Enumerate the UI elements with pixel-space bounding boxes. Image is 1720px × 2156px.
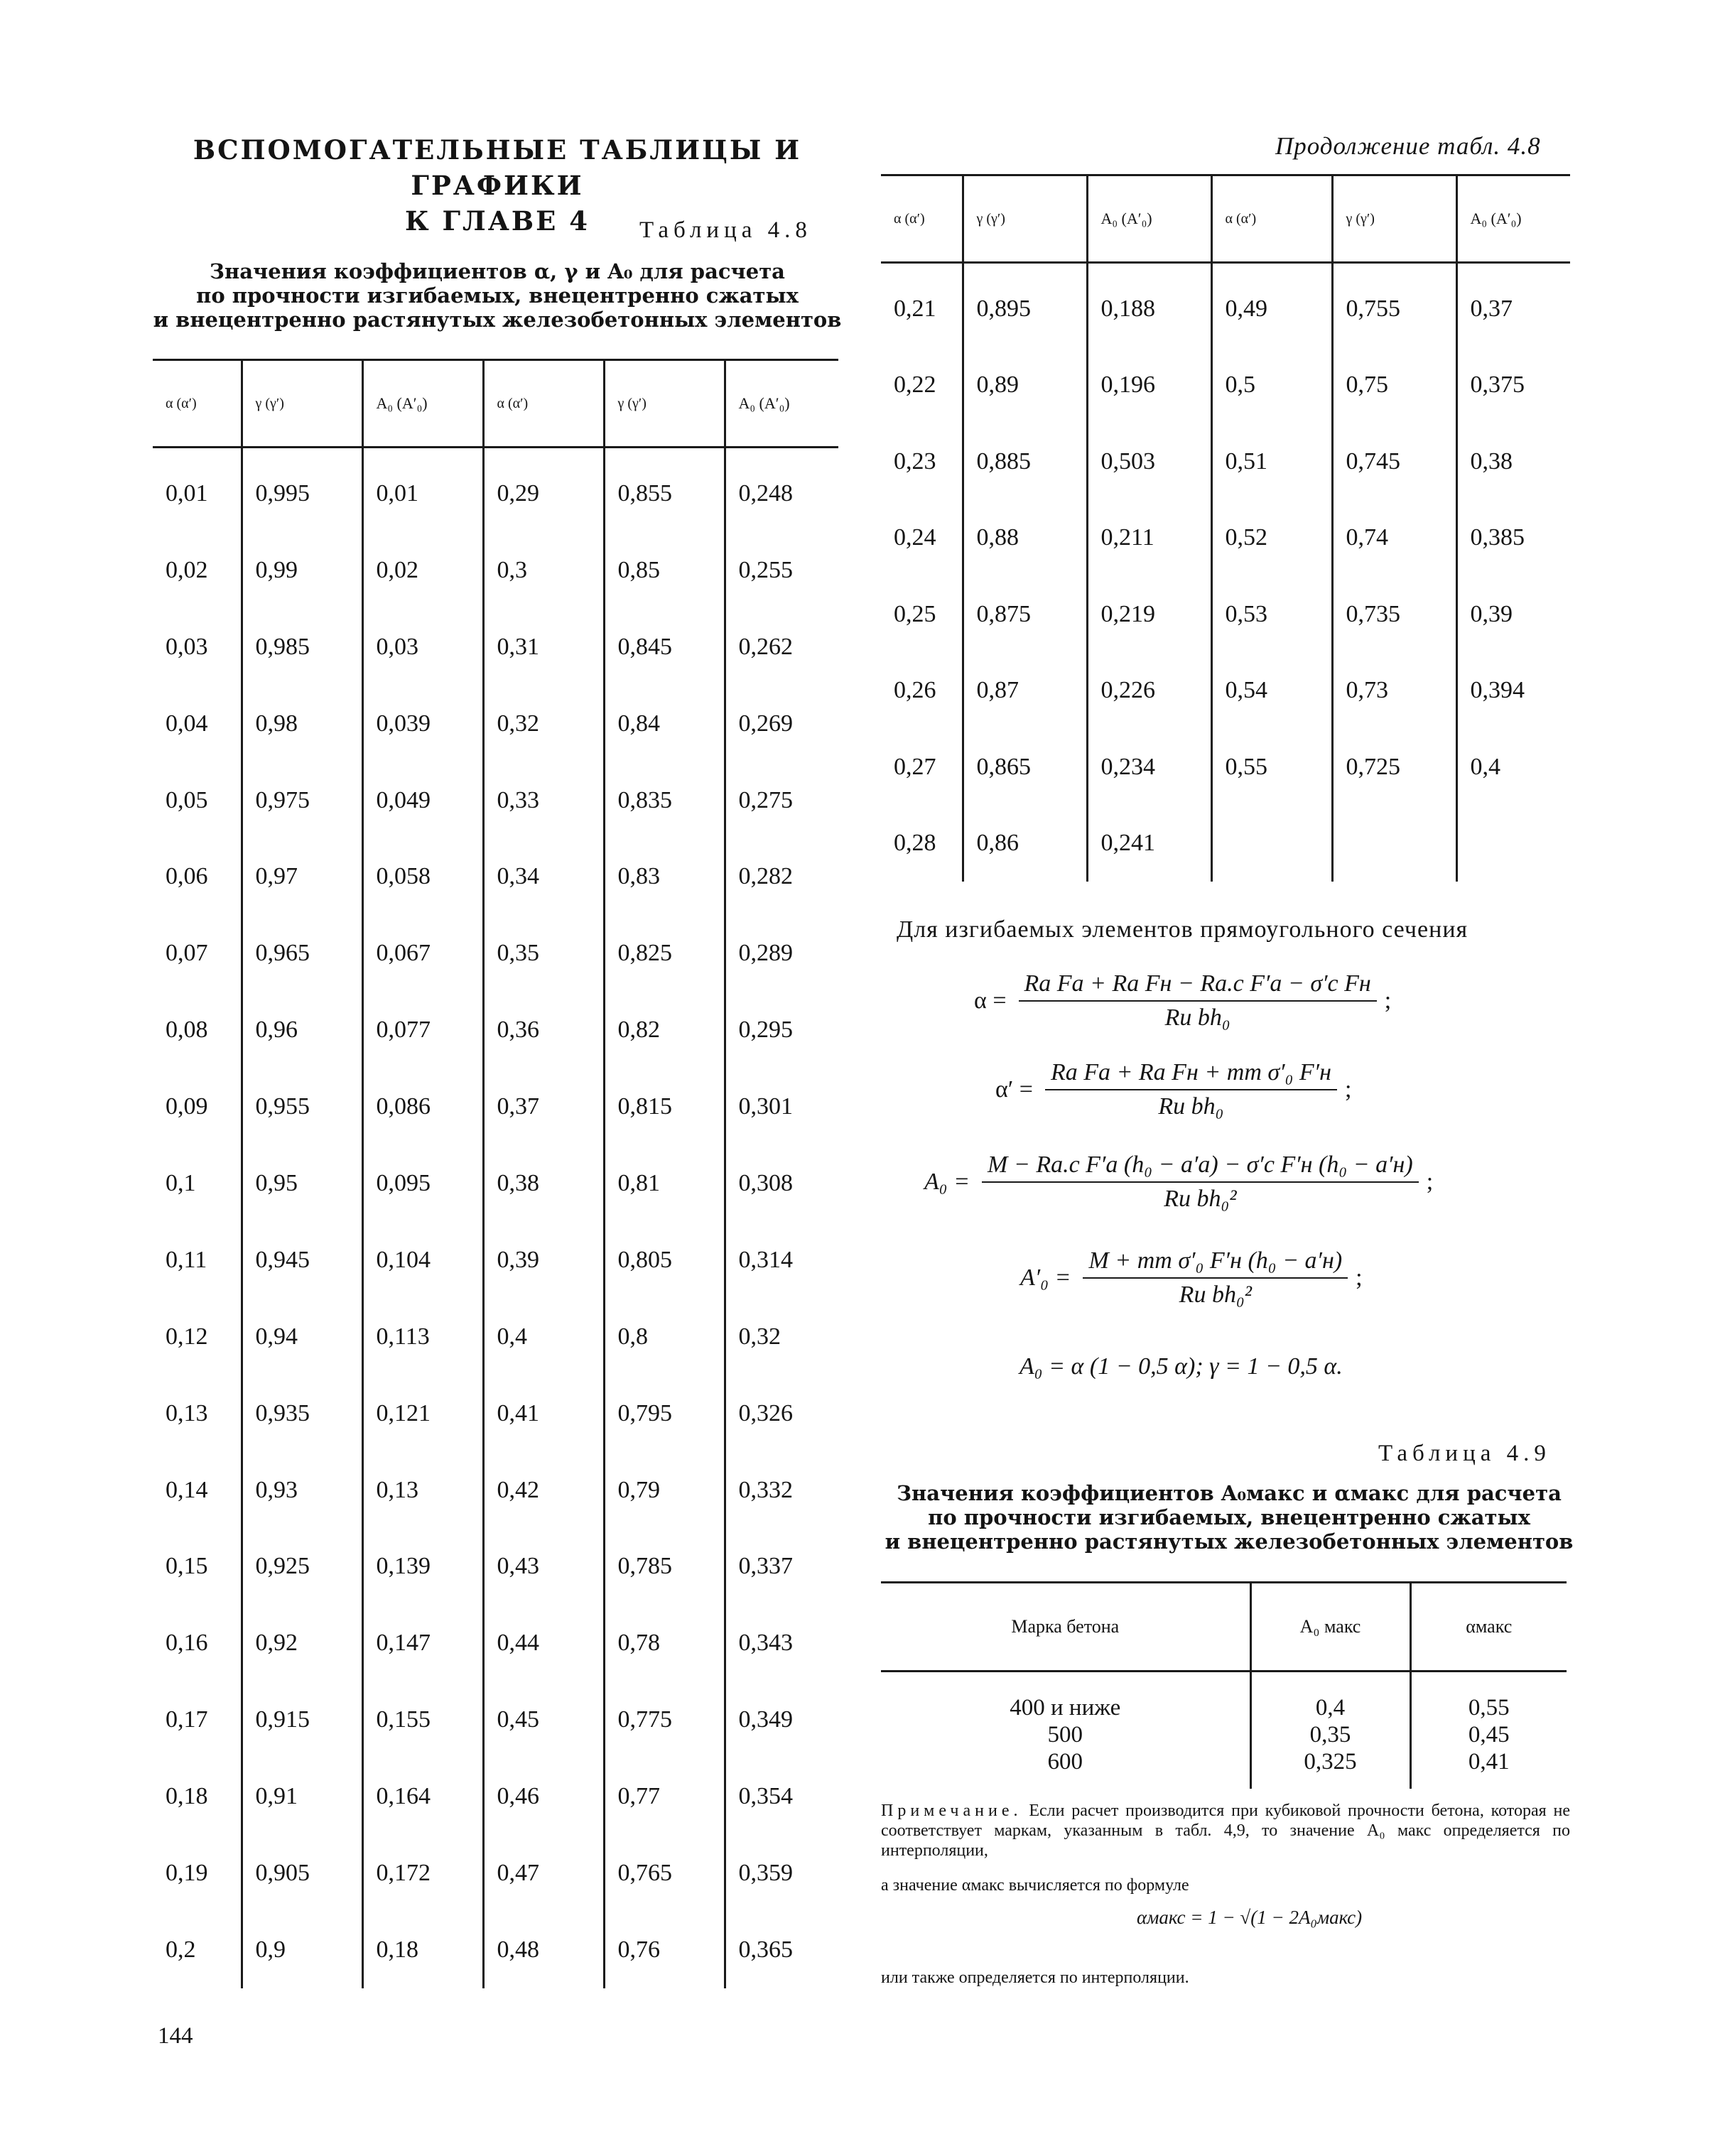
column-header: γ (γ′) [963,175,1087,263]
table-cell: 0,262 [725,609,838,686]
table-row [881,500,1570,577]
table-cell: 0,38 [483,1145,604,1222]
table-cell: 0,38 [1456,423,1570,500]
column-header: Марка бетона [881,1583,1250,1672]
table-cell: 0,41 [483,1375,604,1452]
table-cell: 0,095 [362,1145,483,1222]
table-cell: 0,375 [1456,347,1570,424]
table-row [153,1528,838,1605]
table-cell: 0,725 [1332,729,1456,806]
table-cell: 0,9 [242,1912,362,1988]
table-cell: 0,08 [166,1017,208,1044]
table-cell: 0,89 [963,347,1087,424]
table-cell: 0,935 [242,1375,362,1452]
table-header-row [881,1583,1567,1672]
table-cell: 0,164 [362,1758,483,1835]
formula-denominator: Rи bh₀² [1179,1282,1252,1308]
table-cell: 0,755 [1332,271,1456,347]
table-cell: 0,41 [1410,1748,1567,1789]
table-cell: 0,19 [166,1859,208,1886]
table-cell: 0,78 [604,1605,725,1681]
table-cell: 0,39 [483,1222,604,1299]
note-label: Примечание. [881,1802,1022,1820]
continuation-title: Продолжение табл. 4.8 [1275,132,1541,160]
table-cell: 0,51 [1211,423,1332,500]
table-row [153,532,838,609]
table-row [881,576,1570,653]
table-cell: 0,835 [604,762,725,839]
table-cell: 0,308 [725,1145,838,1222]
heading-line-1: ВСПОМОГАТЕЛЬНЫЕ ТАБЛИЦЫ И ГРАФИКИ [193,134,802,201]
table-cell [1211,806,1332,882]
note-text-3: или также определяется по интерполяции. [881,1968,1189,1987]
table-4-8 [153,359,838,1988]
table-cell: 0,275 [725,762,838,839]
table-cell: 0,805 [604,1222,725,1299]
table-row [153,1835,838,1912]
table-cell: 0,91 [242,1758,362,1835]
table-cell: 0,147 [362,1605,483,1681]
table-row [153,992,838,1068]
table-cell: 0,76 [604,1912,725,1988]
table-row [881,653,1570,730]
table-cell: 0,365 [725,1912,838,1988]
table-cell: 0,32 [725,1299,838,1375]
caption-line: Значения коэффициентов A₀макс и αмакс для расчета [897,1481,1562,1505]
table-cell: 400 и ниже [1010,1695,1121,1721]
table-cell: 0,35 [1250,1721,1410,1748]
table-cell: 0,354 [725,1758,838,1835]
caption-line: Значения коэффициентов α, γ и A₀ для расчета [210,259,785,283]
table-4-9-caption [877,1481,1581,1554]
table-cell: 0,895 [963,271,1087,347]
formula-separator: ; [1344,1076,1352,1103]
table-cell: 0,22 [894,372,936,399]
table-cell: 0,226 [1087,653,1211,730]
table-cell: 0,248 [725,455,838,532]
table-row [153,838,838,915]
page-number: 144 [158,2023,193,2049]
formula-alpha-prime [995,1058,1456,1121]
table-row [153,1375,838,1452]
table-cell: 0,45 [1410,1721,1567,1748]
table-cell: 0,36 [483,992,604,1068]
table-cell: 0,37 [483,1068,604,1145]
table-cell: 0,086 [362,1068,483,1145]
table-cell: 0,44 [483,1605,604,1681]
table-cell: 0,18 [166,1783,208,1810]
column-header: α (α′) [153,360,242,448]
table-cell: 0,945 [242,1222,362,1299]
table-cell: 0,049 [362,762,483,839]
formula-numerator: Rа Fа + Rа Fн + mт σ′₀ F′н [1045,1059,1337,1090]
table-cell: 0,385 [1456,500,1570,577]
table-cell: 0,84 [604,686,725,762]
table-cell: 0,29 [483,455,604,532]
table-cell: 0,47 [483,1835,604,1912]
table-cell: 0,975 [242,762,362,839]
table-cell: 0,13 [166,1399,208,1426]
table-row [881,729,1570,806]
table-row [881,806,1570,882]
table-cell: 0,98 [242,686,362,762]
table-cell: 0,1 [166,1169,196,1196]
formula-numerator: M − Rа.с F′а (h₀ − a′а) − σ′с F′н (h₀ − a′н) [982,1152,1419,1183]
table-cell: 0,27 [894,753,936,780]
table-cell: 0,49 [1211,271,1332,347]
table-cell: 0,88 [963,500,1087,577]
table-cell: 0,13 [362,1452,483,1529]
table-cell: 0,905 [242,1835,362,1912]
table-cell: 0,241 [1087,806,1211,882]
table-cell: 0,14 [166,1476,208,1503]
table-cell: 0,43 [483,1528,604,1605]
note-formula: αмакс = 1 − √(1 − 2A₀макс) [1137,1907,1363,1928]
table-cell: 0,925 [242,1528,362,1605]
table-cell: 0,965 [242,915,362,992]
table-cell: 0,17 [166,1706,208,1733]
table-cell: 0,735 [1332,576,1456,653]
table-cell: 0,05 [166,786,208,813]
table-cell: 0,35 [483,915,604,992]
column-header: γ (γ′) [604,360,725,448]
table-cell: 500 [1047,1722,1083,1748]
column-header: α (α′) [1211,175,1332,263]
table-row [153,1912,838,1988]
table-cell: 0,139 [362,1528,483,1605]
formula-lhs: A′₀ = [1020,1264,1071,1291]
table-cell: 0,03 [166,633,208,660]
table-cell: 0,394 [1456,653,1570,730]
table-cell: 0,26 [894,677,936,704]
table-cell: 0,325 [1250,1748,1410,1789]
column-header: γ (γ′) [242,360,362,448]
table-cell: 0,332 [725,1452,838,1529]
table-cell: 0,785 [604,1528,725,1605]
formula-a0-prime [1019,1247,1446,1309]
table-cell: 0,25 [894,600,936,627]
table-cell: 0,93 [242,1452,362,1529]
table-cell: 0,359 [725,1835,838,1912]
formula-denominator: Rи bh₀ [1164,1004,1230,1031]
table-cell: 0,54 [1211,653,1332,730]
table-row [881,1672,1567,1722]
table-row [153,455,838,532]
table-cell: 0,79 [604,1452,725,1529]
table-cell: 0,255 [725,532,838,609]
table-cell: 0,955 [242,1068,362,1145]
table-cell: 0,03 [362,609,483,686]
table-row [881,347,1570,424]
formula-lhs: α = [974,987,1007,1014]
table-row [153,915,838,992]
column-header: γ (γ′) [1332,175,1456,263]
table-cell: 0,55 [1410,1672,1567,1722]
table-cell: 0,825 [604,915,725,992]
table-row [881,423,1570,500]
formula-a0 [924,1151,1549,1213]
table-cell: 0,282 [725,838,838,915]
table-cell: 0,289 [725,915,838,992]
table-cell: 0,46 [483,1758,604,1835]
table-cell [1332,806,1456,882]
formula-denominator: Rи bh₀ [1158,1093,1224,1120]
table-cell: 0,45 [483,1681,604,1758]
table-cell: 0,875 [963,576,1087,653]
column-header: A₀ (A′₀) [1456,175,1570,263]
table-4-9-note [881,1801,1570,1860]
table-cell: 0,15 [166,1553,208,1580]
table-cell: 0,234 [1087,729,1211,806]
table-cell: 0,28 [894,830,936,857]
table-row [153,1452,838,1529]
table-4-8-caption [142,259,853,332]
formula-final: A₀ = α (1 − 0,5 α); γ = 1 − 0,5 α. [1019,1353,1343,1380]
column-header: α (α′) [483,360,604,448]
table-cell: 0,34 [483,838,604,915]
table-cell: 0,32 [483,686,604,762]
table-row [153,1145,838,1222]
caption-line: и внецентренно растянутых железобетонных элементов [885,1529,1574,1554]
table-row [881,271,1570,347]
table-cell: 0,83 [604,838,725,915]
table-cell: 0,188 [1087,271,1211,347]
table-cell: 0,8 [604,1299,725,1375]
table-cell: 0,775 [604,1681,725,1758]
table-cell: 0,01 [362,455,483,532]
column-header: A₀ (A′₀) [725,360,838,448]
table-cell: 0,4 [1456,729,1570,806]
table-header-row [881,175,1570,263]
table-cell: 0,885 [963,423,1087,500]
table-cell: 0,73 [1332,653,1456,730]
column-header: A₀ (A′₀) [1087,175,1211,263]
table-row [153,1605,838,1681]
table-cell: 0,058 [362,838,483,915]
table-cell: 0,269 [725,686,838,762]
table-row [153,686,838,762]
table-cell: 0,75 [1332,347,1456,424]
table-cell: 0,23 [894,448,936,475]
table-cell: 0,02 [362,532,483,609]
table-cell: 0,5 [1211,347,1332,424]
table-cell: 0,349 [725,1681,838,1758]
table-cell: 0,81 [604,1145,725,1222]
formula-numerator: Rа Fа + Rа Fн − Rа.с F′а − σ′с Fн [1019,970,1377,1002]
formula-separator: ; [1356,1264,1363,1291]
table-cell: 0,343 [725,1605,838,1681]
table-cell: 0,16 [166,1630,208,1657]
table-4-9-number: Таблица 4.9 [1378,1441,1551,1466]
table-cell: 0,503 [1087,423,1211,500]
table-cell: 0,85 [604,532,725,609]
table-cell [1456,806,1570,882]
table-row [881,1721,1567,1748]
table-cell: 0,42 [483,1452,604,1529]
table-cell: 0,09 [166,1093,208,1120]
formulas-intro: Для изгибаемых элементов прямоугольного сечения [897,916,1469,943]
table-cell: 0,301 [725,1068,838,1145]
table-cell: 0,39 [1456,576,1570,653]
table-cell: 0,31 [483,609,604,686]
table-cell: 0,55 [1211,729,1332,806]
table-4-8-number: Таблица 4.8 [639,217,812,243]
table-cell: 0,915 [242,1681,362,1758]
table-cell: 0,33 [483,762,604,839]
table-row [153,1068,838,1145]
table-cell: 0,86 [963,806,1087,882]
table-cell: 0,765 [604,1835,725,1912]
column-header: A₀ макс [1250,1583,1410,1672]
table-cell: 0,855 [604,455,725,532]
table-cell: 0,314 [725,1222,838,1299]
table-cell: 0,87 [963,653,1087,730]
formula-separator: ; [1426,1169,1434,1195]
formula-denominator: Rи bh₀² [1164,1186,1237,1212]
table-row [153,1758,838,1835]
table-cell: 0,74 [1332,500,1456,577]
table-cell: 0,37 [1456,271,1570,347]
table-row [881,1748,1567,1789]
caption-line: по прочности изгибаемых, внецентренно сжатых [928,1505,1530,1529]
table-cell: 0,172 [362,1835,483,1912]
table-cell: 600 [1047,1749,1083,1775]
table-cell: 0,211 [1087,500,1211,577]
table-cell: 0,995 [242,455,362,532]
table-cell: 0,11 [166,1246,207,1273]
table-row [153,609,838,686]
formula-separator: ; [1384,987,1392,1014]
caption-line: и внецентренно растянутых железобетонных элементов [153,308,842,332]
column-header: α (α′) [881,175,963,263]
table-cell: 0,077 [362,992,483,1068]
formula-numerator: M + mт σ′₀ F′н (h₀ − a′н) [1083,1247,1348,1279]
table-cell: 0,01 [166,480,208,507]
table-cell: 0,985 [242,609,362,686]
table-cell: 0,4 [483,1299,604,1375]
table-4-9 [881,1581,1567,1789]
table-cell: 0,82 [604,992,725,1068]
table-cell: 0,92 [242,1605,362,1681]
table-cell: 0,95 [242,1145,362,1222]
table-cell: 0,53 [1211,576,1332,653]
formula-lhs: α′ = [995,1076,1033,1103]
table-row [153,1299,838,1375]
table-row [153,1681,838,1758]
table-cell: 0,039 [362,686,483,762]
table-row [153,1222,838,1299]
table-cell: 0,4 [1250,1672,1410,1722]
table-cell: 0,337 [725,1528,838,1605]
table-cell: 0,99 [242,532,362,609]
table-cell: 0,219 [1087,576,1211,653]
table-cell: 0,745 [1332,423,1456,500]
column-header: αмакс [1410,1583,1567,1672]
table-cell: 0,52 [1211,500,1332,577]
table-cell: 0,155 [362,1681,483,1758]
table-cell: 0,2 [166,1936,196,1963]
table-cell: 0,795 [604,1375,725,1452]
heading-line-2: К ГЛАВЕ 4 [404,205,590,237]
table-cell: 0,94 [242,1299,362,1375]
table-cell: 0,12 [166,1323,208,1350]
table-cell: 0,326 [725,1375,838,1452]
table-cell: 0,07 [166,940,208,967]
table-cell: 0,48 [483,1912,604,1988]
table-cell: 0,121 [362,1375,483,1452]
table-cell: 0,18 [362,1912,483,1988]
table-cell: 0,96 [242,992,362,1068]
table-cell: 0,113 [362,1299,483,1375]
table-row [153,762,838,839]
column-header: A₀ (A′₀) [362,360,483,448]
table-cell: 0,295 [725,992,838,1068]
table-cell: 0,3 [483,532,604,609]
table-cell: 0,06 [166,863,208,890]
table-cell: 0,865 [963,729,1087,806]
table-cell: 0,02 [166,556,208,583]
table-cell: 0,77 [604,1758,725,1835]
formula-alpha [973,970,1485,1032]
table-cell: 0,04 [166,710,208,737]
table-cell: 0,196 [1087,347,1211,424]
table-cell: 0,067 [362,915,483,992]
note-text-2: а значение αмакс вычисляется по формуле [881,1876,1189,1895]
note-text: Если расчет производится при кубиковой прочности бетона, которая не соответствует маркам, указанным в табл. 4,9, то значение A₀ макс определяется по интерполяции, [881,1802,1570,1860]
table-cell: 0,815 [604,1068,725,1145]
table-cell: 0,845 [604,609,725,686]
caption-line: по прочности изгибаемых, внецентренно сжатых [196,283,799,308]
table-cell: 0,24 [894,524,936,551]
formula-lhs: A₀ = [924,1169,970,1195]
table-cell: 0,21 [894,295,936,322]
table-header-row [153,360,838,448]
table-cell: 0,97 [242,838,362,915]
table-cell: 0,104 [362,1222,483,1299]
table-4-8-continuation [881,174,1570,882]
